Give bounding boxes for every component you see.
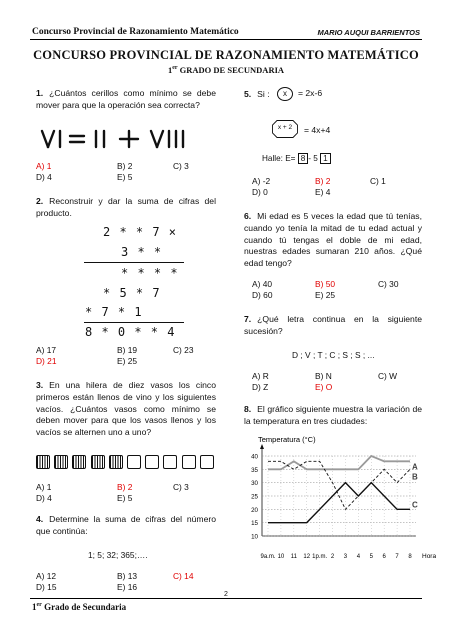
- x-tick-label: 6: [382, 554, 386, 560]
- q4-option-c[interactable]: C) 14: [173, 571, 194, 581]
- x-tick-label: 3: [343, 554, 348, 560]
- x-tick-label: 10: [277, 554, 285, 560]
- x-tick-label: 9a.m.: [260, 554, 276, 560]
- q1-option-e[interactable]: E) 5: [117, 172, 133, 182]
- series-c-label: C: [412, 500, 418, 510]
- q4-options: [36, 571, 216, 593]
- q6-options: [252, 279, 432, 301]
- q5-definition-1: = 2x-6: [298, 88, 323, 98]
- y-tick-label: 10: [251, 533, 258, 541]
- mult-rule-2: [84, 322, 184, 323]
- q6-option-b[interactable]: B) 50: [315, 279, 336, 289]
- question-6: 6. Mi edad es 5 veces la edad que tú tenías, cuando yo tenía la mitad de tu edad actual y cuando tú tengas el doble de mi edad, nuestras edades sumaran 210 años. ¿Qué edad tengo?: [244, 211, 422, 269]
- q2-option-d[interactable]: D) 21: [36, 356, 57, 366]
- x-tick-label: 8: [408, 554, 412, 560]
- q5-option-c[interactable]: C) 1: [370, 176, 386, 186]
- q3-option-b[interactable]: B) 2: [117, 482, 133, 492]
- empty-glass: [145, 455, 159, 469]
- q1-option-a[interactable]: A) 1: [36, 161, 52, 171]
- mult-rule-1: [84, 262, 184, 263]
- letter-sequence: D ; V ; T ; C ; S ; S ; ...: [292, 350, 375, 360]
- q4-option-e[interactable]: E) 16: [117, 582, 138, 592]
- q7-option-d[interactable]: D) Z: [252, 382, 269, 392]
- q4-option-d[interactable]: D) 15: [36, 582, 57, 592]
- footer-divider: [30, 598, 422, 599]
- q5-option-a[interactable]: A) -2: [252, 176, 271, 186]
- q5-definition-2: = 4x+4: [304, 125, 331, 135]
- q3-option-d[interactable]: D) 4: [36, 493, 52, 503]
- octagon-operator: [272, 120, 298, 138]
- mult-line-2: 3 * *: [121, 245, 163, 259]
- q3-option-a[interactable]: A) 1: [36, 482, 52, 492]
- q5-option-d[interactable]: D) 0: [252, 187, 268, 197]
- mult-line-3: * * * *: [121, 266, 179, 280]
- q5-options: [252, 176, 432, 198]
- x-tick-label: 7: [395, 554, 399, 560]
- q1-options: [36, 161, 216, 183]
- y-tick-label: 25: [251, 493, 258, 501]
- x-tick-label: 1p.m.: [312, 554, 328, 560]
- q3-option-e[interactable]: E) 5: [117, 493, 133, 503]
- q7-options: [252, 371, 432, 393]
- empty-glass: [200, 455, 214, 469]
- glasses-row: [36, 455, 218, 471]
- question-8: 8. El gráfico siguiente muestra la variación de la temperatura en tres ciudades:: [244, 404, 422, 426]
- x-tick-label: 4: [356, 554, 361, 560]
- question-2: 2. Reconstruir y dar la suma de cifras del producto.: [36, 196, 216, 218]
- empty-glass: [182, 455, 196, 469]
- q1-option-b[interactable]: B) 2: [117, 161, 133, 171]
- full-glass: [54, 455, 68, 469]
- q7-option-a[interactable]: A) R: [252, 371, 269, 381]
- q2-option-c[interactable]: C) 23: [173, 345, 194, 355]
- full-glass: [109, 455, 123, 469]
- empty-glass: [127, 455, 141, 469]
- y-tick-label: 15: [251, 520, 258, 528]
- header-title: Concurso Provincial de Razonamiento Matemático: [32, 27, 239, 37]
- header-author: MARIO AUQUI BARRIENTOS: [317, 28, 420, 37]
- full-glass: [36, 455, 50, 469]
- q3-options: [36, 482, 216, 504]
- y-axis-arrow: [260, 444, 264, 449]
- y-tick-label: 20: [251, 506, 258, 514]
- question-5: 5. Si :: [244, 89, 270, 99]
- mult-line-5: * 7 * 1: [85, 305, 143, 319]
- y-tick-label: 35: [251, 466, 258, 474]
- chart-ylabel: Temperatura (°C): [258, 435, 316, 444]
- footer-grade: 1er Grado de Secundaria: [32, 602, 127, 612]
- x-tick-label: 2: [330, 554, 335, 560]
- q6-option-d[interactable]: D) 60: [252, 290, 273, 300]
- full-glass: [72, 455, 86, 469]
- mult-line-4: * 5 * 7: [103, 286, 161, 300]
- octagon-label: x + 2: [277, 124, 293, 131]
- full-glass: [91, 455, 105, 469]
- q6-option-a[interactable]: A) 40: [252, 279, 273, 289]
- page-number: 2: [224, 591, 228, 598]
- question-4: 4. Determine la suma de cifras del número que continúa:: [36, 514, 216, 536]
- page-subtitle: 1er GRADO DE SECUNDARIA: [167, 65, 285, 75]
- temperature-chart: [240, 430, 436, 570]
- series-a-line: [268, 456, 410, 469]
- matchstick-equation: [38, 128, 214, 150]
- q3-option-c[interactable]: C) 3: [173, 482, 189, 492]
- series-c-line: [268, 483, 410, 523]
- number-sequence: 1; 5; 32; 365;….: [88, 550, 148, 560]
- q2-option-e[interactable]: E) 25: [117, 356, 138, 366]
- page-title: CONCURSO PROVINCIAL DE RAZONAMIENTO MATEMÁTICO: [33, 48, 419, 62]
- series-b-label: B: [412, 472, 418, 482]
- q5-option-b[interactable]: B) 2: [315, 176, 331, 186]
- circle-operator: x: [277, 87, 293, 101]
- x-tick-label: 12: [303, 554, 311, 560]
- q7-option-b[interactable]: B) N: [315, 371, 332, 381]
- q4-option-a[interactable]: A) 12: [36, 571, 57, 581]
- x-tick-label: 5: [369, 554, 373, 560]
- chart-xlabel: Hora: [422, 553, 436, 560]
- q2-option-b[interactable]: B) 19: [117, 345, 138, 355]
- q2-option-a[interactable]: A) 17: [36, 345, 57, 355]
- question-7: 7. ¿Qué letra continua en la siguiente sucesión?: [244, 314, 422, 336]
- empty-glass: [163, 455, 177, 469]
- header-divider: [30, 39, 422, 40]
- q6-option-e[interactable]: E) 25: [315, 290, 336, 300]
- mult-line-6: 8 * 0 * * 4: [85, 325, 176, 339]
- y-tick-label: 40: [251, 453, 258, 461]
- q4-option-b[interactable]: B) 13: [117, 571, 138, 581]
- mult-line-1: 2 * * 7 ×: [103, 225, 178, 239]
- q1-option-d[interactable]: D) 4: [36, 172, 52, 182]
- octagon-8: 8: [298, 153, 309, 164]
- q7-option-e[interactable]: E) O: [315, 382, 333, 392]
- x-tick-label: 11: [290, 554, 297, 560]
- q7-option-c[interactable]: C) W: [378, 371, 398, 381]
- octagon-1: 1: [320, 153, 331, 164]
- q5-expression: Halle: E= 8 - 5 1: [262, 153, 331, 164]
- question-3: 3. En una hilera de diez vasos los cinco primeros están llenos de vino y los siguientes vacíos. ¿Cuántos vasos como mínimo se deben mover para que los vasos llenos y los vacíos se alternen uno a uno?: [36, 380, 216, 438]
- q5-option-e[interactable]: E) 4: [315, 187, 331, 197]
- q1-option-c[interactable]: C) 3: [173, 161, 189, 171]
- q6-option-c[interactable]: C) 30: [378, 279, 399, 289]
- question-1: 1. ¿Cuántos cerillos como mínimo se debe mover para que la operación sea correcta?: [36, 88, 216, 110]
- y-tick-label: 30: [251, 480, 258, 488]
- series-a-label: A: [412, 462, 418, 472]
- q2-options: [36, 345, 216, 367]
